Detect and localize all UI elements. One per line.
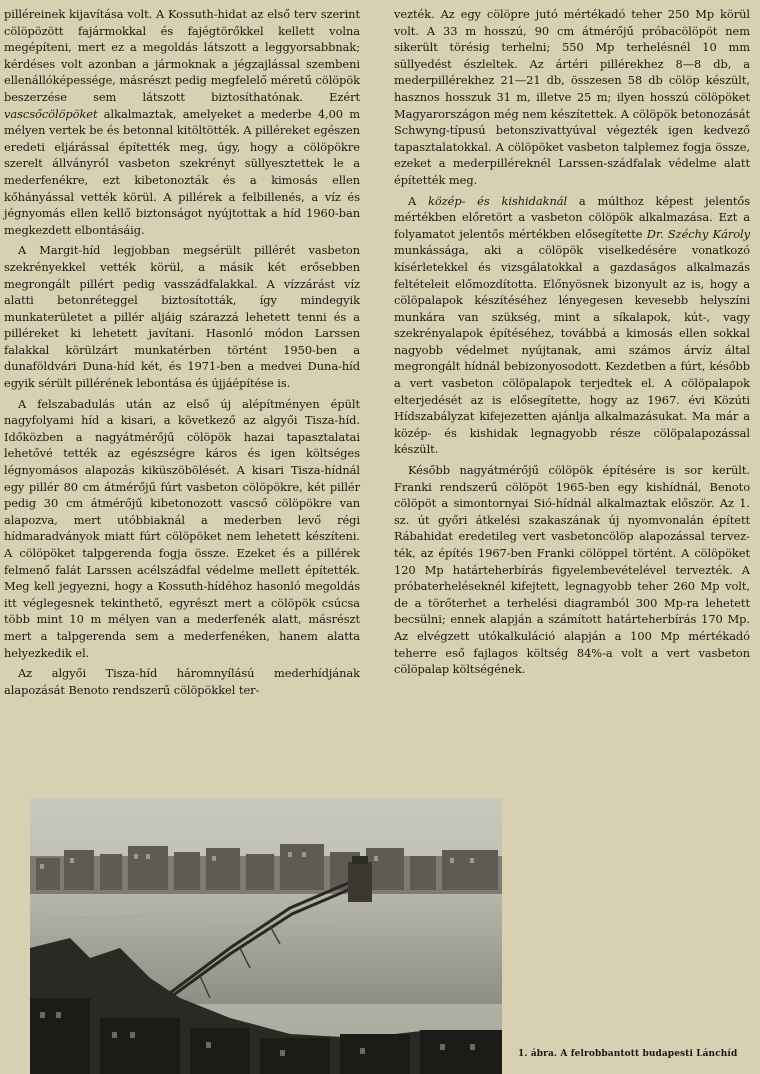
paragraph	[394, 193, 750, 459]
figure-photo	[30, 798, 502, 1074]
text-column-right	[394, 6, 750, 678]
author-name: Dr. Széchy Károly	[646, 226, 751, 241]
paragraph: A felszabadulás után az első új alépítményen épült nagyfolyami híd a kisari, a következő az algyői Tisza-híd. Időközben a nagyátmérőjű cölöpök hazai tapasztalatai lehetővé tették az egészségre káros és igen költséges légnyomásos alapozás kiküszöbölését. A kisari Tisza-hídnál egy pillér 80 cm átmérőjű fúrt vasbeton cölöpökre, két pillér pedig 30 cm átmérőjű kibetonozott vascső cölöpökre van alapozva, mert utóbbiaknál a mederben levő régi hídmaradványok miatt fúrt cölöpöket nem lehetett készíteni. A cölöpöket talpgerenda fogja össze. Ezeket és a pillérek felmenő falát Larssen acélszádfal védelme mellett építették. Meg kell jegyezni, hogy a Kossuth-hídéhoz hasonló megoldás itt véglegesnek tekinthető, egyrészt mert a cölöpök csúcsa több mint 10 m mélyen van a mederfenék alatt, másrészt mert a talpgerenda sem a mederfenéken, hanem alatta helyezkedik el.	[4, 396, 360, 660]
bridge-photo-illustration	[30, 798, 502, 1074]
paragraph	[4, 6, 360, 238]
figure-caption: 1. ábra. A felrobbantott budapesti Lánchíd	[518, 1049, 738, 1059]
paragraph-text: A	[408, 193, 417, 208]
paragraph-text: a múlthoz képest jelentős mértékben előretört a vasbeton cölöpök alkalmazása. Ezt a folyamatot jelentős mértékben elősegítette	[394, 193, 750, 241]
paragraph-text: alkalmaztak, amelyeket a mederbe 4,00 m mélyen vertek be és betonnal kitöltötték. A pilléreket egészen eredeti eljárással építették meg, úgy, hogy a cölöpökre szerelt állványról vasbeton szekrényt süllyesztettek le a mederfenékre, ezt kibetonozták és a kimosás ellen kőhányással vették körül. A pillérek a felbillenés, a víz és jégnyomás ellen kellő biztonságot nyújtottak a híd 1960-ban megkezdett elbontásáig.	[4, 106, 360, 237]
paragraph-text: pilléreinek kijavítása volt. A Kossuth-hidat az első terv szerint cölöpözött fajármokkal és fajégtörőkkel kellett volna megépíteni, mert ez a megoldás látszott a leggyorsabbnak; kérdéses volt azonban a jármoknak a jégzajlással szembeni ellenállóképessége, másrészt pedig megfelelő méretű cölöpök beszerzése sem látszott biztosíthatónak. Ezért	[4, 7, 360, 104]
paragraph: vezték. Az egy cölöpre jutó mértékadó teher 250 Mp körül volt. A 33 m hosszú, 90 cm átmérőjű próbacölöpöt nem sikerült törésig terhelni; 550 Mp terhelésnél 10 mm süllyedést észleltek. Az ártéri pillérekhez 8—8 db, a mederpillérekhez 21—21 db, összesen 58 db cölöp készült, hasznos hosszuk 31 m, illetve 25 m; ilyen hosszú cölöpöket Magyarországon még nem készítettek. A cölöpök betonozását Schwyng-típusú betonszivattyúval végezték igen kedvező tapasztalatokkal. A cölöpöket vasbeton talplemez fogja össze, ezeket a mederpilléreknél Larssen-szádfalak védelme alatt építették meg.	[394, 7, 750, 187]
paragraph: A Margit-híd legjobban megsérült pillérét vasbeton szekrényekkel vették körül, a másik két erősebben megrongált pillért pedig vasszádfalakkal. A vízzárást víz alatti betonréteggel biztosították, így mindegyik munkaterületet a pillér aljáig szárazzá lehetett tenni és a pilléreket ki lehetett javítani. Hasonló módon Larssen falakkal körülzárt munkatérben történt 1950-ben a dunaföldvári Duna-híd két, és 1971-ben a medvei Duna-híd egyik sérült pillérének lebontása és újjáépítése is.	[4, 243, 360, 391]
paragraph-text: munkássága, aki a cölöpök viselkedésére vonatkozó kísérletekkel és vizsgálatokkal a gazdaságos alkalmazás feltételeit előmozdította. Előnyösnek bizonyult az is, hogy a cölöpalapok készítéséhez lényegesen kevesebb helyszíni munkára van szükség, mint a síkalapok, kút-, vagy szekrényalapok építéséhez, továbbá a kimosás ellen sokkal nagyobb védelmet nyújtanak, ami számos árvíz által megrongált hídnál bebizonyosodott. Kezdetben a fúrt, később a vert vasbeton cölöpalapok terjedtek el. A cölöpalapok elterjedését az is elősegítette, hogy az 1967. évi Közúti Hídszabályzat kifejezetten ajánlja alkalmazásukat. Ma már a közép- és kishidak legnagyobb része cölöpalapozással készült.	[394, 243, 750, 457]
emphasis-term: közép- és kishidaknál	[428, 193, 568, 208]
paragraph: Az algyői Tisza-híd háromnyílású mederhídjának alapozását Benoto rendszerű cölöpökkel ter-	[4, 666, 360, 697]
emphasis-term: vascsőcölöpöket	[4, 106, 98, 121]
paragraph: Később nagyátmérőjű cölöpök építésére is sor került. Franki rendszerű cölöpöt 1965-ben egy kishídnál, Benoto cölöpöt a simontornyai Sió-hídnál alkalmaztak először. Az 1. sz. út győri átkelési szakaszának új nyomvonalán épített Rábahidat eredetileg vert vasbetoncölöp alapozással tervezték, az építés 1967-ben Franki cölöppel történt. A cölöpöket 120 Mp határteherbírás figyelembevételével tervezték. A próbaterheléseknél kifejtett, legnagyobb teher 260 Mp volt, de a törőterhet a terhelési diagramból 300 Mp-ra lehetett becsülni; ennek alapján a számított határteherbírás 170 Mp. Az elvégzett utókalkuláció alapján a 100 Mp mértékadó teherre eső fajlagos költség 84%-a volt a vert vasbeton cölöpalap költségének.	[394, 463, 750, 677]
text-column-left	[4, 6, 360, 698]
